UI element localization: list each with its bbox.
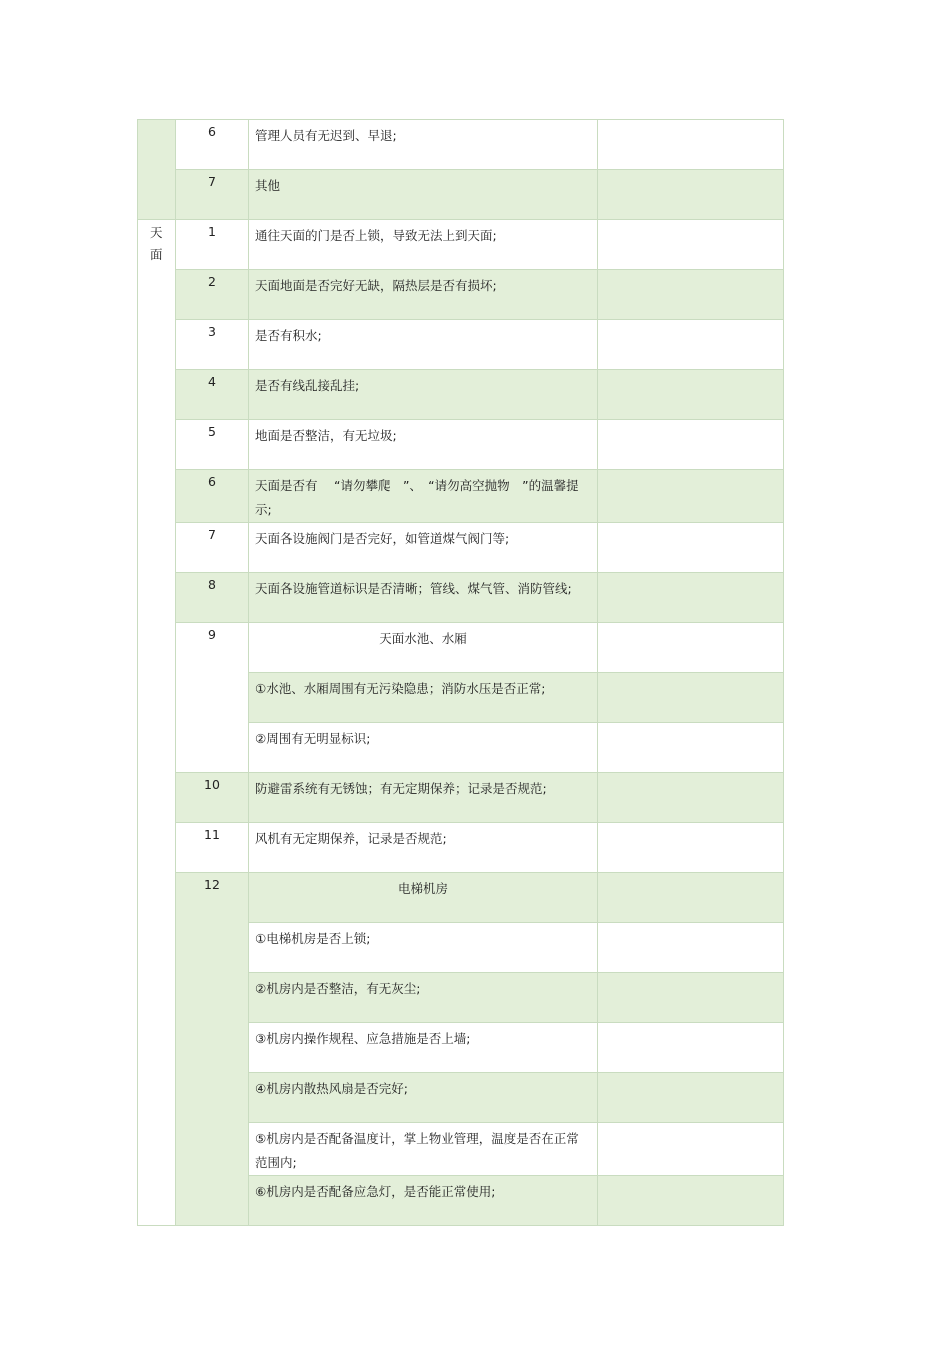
result-cell[interactable] — [598, 220, 784, 270]
table-row — [138, 270, 784, 320]
row-number: 10 — [176, 773, 249, 823]
row-item: 防避雷系统有无锈蚀；有无定期保养；记录是否规范; — [249, 773, 598, 823]
result-cell[interactable] — [598, 723, 784, 773]
table-row — [138, 470, 784, 523]
result-cell[interactable] — [598, 623, 784, 673]
inspection-table — [137, 119, 784, 1226]
result-cell[interactable] — [598, 1023, 784, 1073]
row-number: 5 — [176, 420, 249, 470]
result-cell[interactable] — [598, 420, 784, 470]
sub-item: ⑤机房内是否配备温度计，掌上物业管理，温度是否在正常范围内; — [249, 1123, 598, 1176]
row-item: 风机有无定期保养，记录是否规范; — [249, 823, 598, 873]
row-item: 管理人员有无迟到、早退; — [249, 120, 598, 170]
result-cell[interactable] — [598, 823, 784, 873]
result-cell[interactable] — [598, 523, 784, 573]
section-label-cell — [138, 220, 176, 1226]
table-row — [138, 420, 784, 470]
result-cell[interactable] — [598, 270, 784, 320]
table-row — [138, 623, 784, 673]
result-cell[interactable] — [598, 773, 784, 823]
result-cell[interactable] — [598, 1073, 784, 1123]
row-item: 地面是否整洁，有无垃圾; — [249, 420, 598, 470]
row-number: 6 — [176, 470, 249, 523]
row-item: 天面各设施管道标识是否清晰；管线、煤气管、消防管线; — [249, 573, 598, 623]
result-cell[interactable] — [598, 573, 784, 623]
table-row — [138, 823, 784, 873]
result-cell[interactable] — [598, 873, 784, 923]
sub-item: ②周围有无明显标识; — [249, 723, 598, 773]
result-cell[interactable] — [598, 120, 784, 170]
table-row — [138, 120, 784, 170]
row-item: 天面是否有 “请勿攀爬 ”、 “请勿高空抛物 ”的温馨提示; — [249, 470, 598, 523]
subsection-title: 电梯机房 — [249, 873, 598, 923]
row-item: 是否有线乱接乱挂; — [249, 370, 598, 420]
sub-item: ③机房内操作规程、应急措施是否上墙; — [249, 1023, 598, 1073]
row-number: 3 — [176, 320, 249, 370]
row-number: 1 — [176, 220, 249, 270]
prev-section-cell — [138, 120, 176, 220]
row-number: 2 — [176, 270, 249, 320]
row-item: 其他 — [249, 170, 598, 220]
row-number: 7 — [176, 523, 249, 573]
section-label: 天 面 — [150, 225, 163, 262]
row-number: 8 — [176, 573, 249, 623]
result-cell[interactable] — [598, 470, 784, 523]
table-row — [138, 523, 784, 573]
result-cell[interactable] — [598, 673, 784, 723]
table-row — [138, 370, 784, 420]
sub-item: ①水池、水厢周围有无污染隐患；消防水压是否正常; — [249, 673, 598, 723]
sub-item: ②机房内是否整洁，有无灰尘; — [249, 973, 598, 1023]
result-cell[interactable] — [598, 320, 784, 370]
subsection-title: 天面水池、水厢 — [249, 623, 598, 673]
table-row — [138, 773, 784, 823]
sub-item: ⑥机房内是否配备应急灯，是否能正常使用; — [249, 1176, 598, 1226]
table-row — [138, 220, 784, 270]
row-item: 天面地面是否完好无缺，隔热层是否有损坏; — [249, 270, 598, 320]
sub-item: ①电梯机房是否上锁; — [249, 923, 598, 973]
result-cell[interactable] — [598, 973, 784, 1023]
table-row — [138, 170, 784, 220]
table-row — [138, 873, 784, 923]
result-cell[interactable] — [598, 170, 784, 220]
row-number: 9 — [176, 623, 249, 773]
row-number: 6 — [176, 120, 249, 170]
row-item: 天面各设施阀门是否完好，如管道煤气阀门等; — [249, 523, 598, 573]
result-cell[interactable] — [598, 370, 784, 420]
sub-item: ④机房内散热风扇是否完好; — [249, 1073, 598, 1123]
row-number: 4 — [176, 370, 249, 420]
result-cell[interactable] — [598, 1123, 784, 1176]
table-row — [138, 573, 784, 623]
row-item: 通往天面的门是否上锁，导致无法上到天面; — [249, 220, 598, 270]
result-cell[interactable] — [598, 1176, 784, 1226]
table-row — [138, 320, 784, 370]
result-cell[interactable] — [598, 923, 784, 973]
row-number: 12 — [176, 873, 249, 1226]
row-number: 7 — [176, 170, 249, 220]
row-item: 是否有积水; — [249, 320, 598, 370]
row-number: 11 — [176, 823, 249, 873]
